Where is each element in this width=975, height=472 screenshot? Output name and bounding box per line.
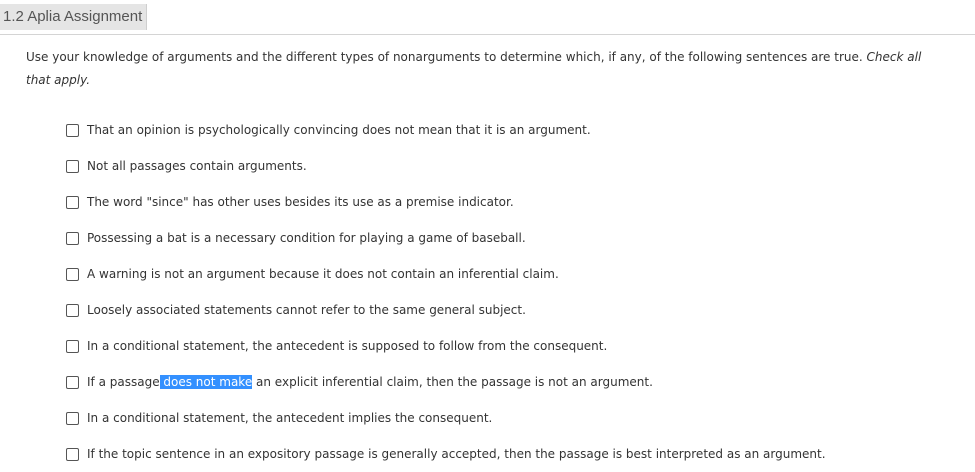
checkbox[interactable] (66, 232, 79, 245)
check-all-instruction: Check all that apply. (26, 50, 922, 87)
checkbox[interactable] (66, 340, 79, 353)
selected-text-highlight: does not make (159, 375, 253, 389)
title-divider (0, 34, 975, 35)
option-label[interactable]: If the topic sentence in an expository passage is generally accepted, then the passage is best interpreted as an argument. (87, 447, 826, 461)
answer-option[interactable] (66, 400, 826, 436)
option-text-after: an explicit inferential claim, then the passage is not an argument. (252, 375, 653, 389)
answer-option[interactable] (66, 112, 826, 148)
option-label[interactable]: Possessing a bat is a necessary condition for playing a game of baseball. (87, 231, 526, 245)
answer-option[interactable] (66, 364, 826, 400)
option-label[interactable]: In a conditional statement, the antecedent is supposed to follow from the consequent. (87, 339, 608, 353)
option-label[interactable]: Not all passages contain arguments. (87, 159, 307, 173)
checkbox[interactable] (66, 304, 79, 317)
answer-option[interactable] (66, 436, 826, 472)
checkbox[interactable] (66, 160, 79, 173)
prompt-text: Use your knowledge of arguments and the different types of nonarguments to determine which, if any, of the following sentences are true. (26, 50, 863, 64)
option-label[interactable]: A warning is not an argument because it does not contain an inferential claim. (87, 267, 559, 281)
checkbox[interactable] (66, 376, 79, 389)
option-label[interactable] (87, 375, 653, 389)
assignment-title: 1.2 Aplia Assignment (0, 4, 147, 30)
checkbox[interactable] (66, 448, 79, 461)
checkbox[interactable] (66, 124, 79, 137)
option-label[interactable]: That an opinion is psychologically convincing does not mean that it is an argument. (87, 123, 591, 137)
answer-option[interactable] (66, 256, 826, 292)
option-label[interactable]: In a conditional statement, the antecedent implies the consequent. (87, 411, 493, 425)
answer-option[interactable] (66, 328, 826, 364)
answer-option[interactable] (66, 148, 826, 184)
question-prompt (26, 46, 936, 92)
option-label[interactable]: Loosely associated statements cannot refer to the same general subject. (87, 303, 526, 317)
option-label[interactable]: The word "since" has other uses besides its use as a premise indicator. (87, 195, 514, 209)
answer-option[interactable] (66, 292, 826, 328)
answer-option[interactable] (66, 220, 826, 256)
checkbox[interactable] (66, 412, 79, 425)
option-text-before: If a passage (87, 375, 160, 389)
answer-options (66, 112, 826, 472)
answer-option[interactable] (66, 184, 826, 220)
checkbox[interactable] (66, 268, 79, 281)
checkbox[interactable] (66, 196, 79, 209)
